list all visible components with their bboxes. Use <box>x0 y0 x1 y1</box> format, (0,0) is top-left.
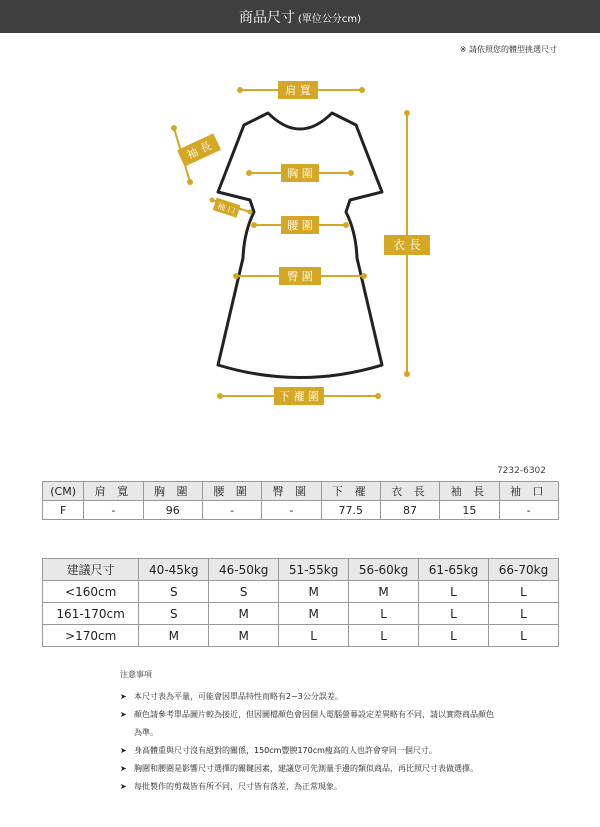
cuff-dot-right <box>248 210 253 215</box>
sleeve-length-label: 袖 長 <box>184 139 214 162</box>
note-item <box>120 706 500 742</box>
recommend-header-cell: 建議尺寸 <box>43 559 139 581</box>
size-header-cm: (CM) <box>43 482 84 501</box>
arrow-icon: ➤ <box>120 764 127 773</box>
size-header-cuff: 袖 口 <box>499 482 558 501</box>
recommend-header-cell: 51-55kg <box>279 559 349 581</box>
recommend-cell: L <box>488 625 558 647</box>
recommend-header-row <box>43 559 559 581</box>
waist-dot-right <box>343 222 349 228</box>
size-header-length: 衣 長 <box>380 482 439 501</box>
note-item <box>120 760 500 778</box>
recommend-cell: S <box>209 581 279 603</box>
size-cell: 96 <box>143 501 202 520</box>
recommend-header-cell: 61-65kg <box>419 559 489 581</box>
note-text: 胸圍和腰圍是影響尺寸選擇的關鍵因素，建議您可先測量手邊的類似商品，再比照尺寸表做選擇。 <box>134 764 478 773</box>
arrow-icon: ➤ <box>120 692 127 701</box>
recommend-cell: L <box>419 625 489 647</box>
hem-dot-left <box>217 393 223 399</box>
recommend-cell: M <box>279 581 349 603</box>
recommend-cell: S <box>139 581 209 603</box>
size-header-hip: 臀 圍 <box>262 482 321 501</box>
size-header-sleeve: 袖 長 <box>440 482 499 501</box>
note-text: 本尺寸表為平量，可能會因單品特性而略有2~3公分誤差。 <box>134 692 343 701</box>
recommend-cell: L <box>488 581 558 603</box>
recommend-cell: M <box>209 625 279 647</box>
page-header <box>0 0 600 33</box>
hip-label: 臀 圍 <box>287 270 313 283</box>
size-cell: - <box>499 501 558 520</box>
recommend-cell: L <box>349 625 419 647</box>
hip-dot-left <box>233 273 239 279</box>
recommend-row <box>43 603 559 625</box>
recommend-row <box>43 625 559 647</box>
waist-label: 腰 圍 <box>287 219 313 232</box>
size-header-shoulder: 肩 寬 <box>84 482 143 501</box>
length-dot-bottom <box>404 371 410 377</box>
page-title: 商品尺寸 <box>238 10 295 26</box>
size-cell: - <box>202 501 261 520</box>
recommend-header-cell: 40-45kg <box>139 559 209 581</box>
cuff-dot-left <box>210 198 215 203</box>
recommend-header-cell: 46-50kg <box>209 559 279 581</box>
recommend-cell: >170cm <box>43 625 139 647</box>
note-item <box>120 688 500 706</box>
recommend-cell: M <box>139 625 209 647</box>
dress-outline <box>218 113 382 378</box>
recommend-table <box>42 558 559 647</box>
recommend-cell: L <box>419 581 489 603</box>
size-header-hem: 下 襬 <box>321 482 380 501</box>
notes-section <box>120 669 500 796</box>
arrow-icon: ➤ <box>120 710 127 719</box>
chest-dot-right <box>348 170 354 176</box>
size-cell: F <box>43 501 84 520</box>
length-label: 衣 長 <box>393 238 421 252</box>
size-cell: 15 <box>440 501 499 520</box>
recommend-cell: M <box>349 581 419 603</box>
recommend-cell: L <box>279 625 349 647</box>
recommend-header-cell: 66-70kg <box>488 559 558 581</box>
shoulder-dot-left <box>237 87 243 93</box>
hip-dot-right <box>361 273 367 279</box>
product-code: 7232-6302 <box>496 466 546 476</box>
size-tip: ※ 請依照您的體型挑選尺寸 <box>459 45 557 54</box>
size-cell: 77.5 <box>321 501 380 520</box>
hem-dot-right <box>375 393 381 399</box>
sleeve-dot-bottom <box>187 179 193 185</box>
recommend-cell: L <box>419 603 489 625</box>
size-cell: 87 <box>380 501 439 520</box>
shoulder-dot-right <box>359 87 365 93</box>
note-item <box>120 742 500 760</box>
note-text: 每批製作的剪裁皆有所不同，尺寸皆有落差，為正常現象。 <box>134 782 342 791</box>
recommend-cell: L <box>349 603 419 625</box>
sleeve-dot-top <box>171 125 177 131</box>
note-text: 身高體重與尺寸沒有絕對的關係，150cm豐腴170cm瘦高的人也許會穿同一個尺寸。 <box>134 746 437 755</box>
recommend-row <box>43 581 559 603</box>
recommend-header-cell: 56-60kg <box>349 559 419 581</box>
arrow-icon: ➤ <box>120 782 127 791</box>
recommend-cell: M <box>279 603 349 625</box>
unit-label: (單位公分cm) <box>297 14 362 25</box>
size-cell: - <box>84 501 143 520</box>
chest-dot-left <box>246 170 252 176</box>
cuff-label: 袖 口 <box>216 201 237 216</box>
recommend-cell: S <box>139 603 209 625</box>
shoulder-label: 肩 寬 <box>285 84 311 97</box>
recommend-cell: 161-170cm <box>43 603 139 625</box>
size-table <box>42 481 559 520</box>
size-table-row <box>43 501 559 520</box>
recommend-cell: M <box>209 603 279 625</box>
recommend-cell: L <box>488 603 558 625</box>
note-item <box>120 778 500 796</box>
size-header-chest: 胸 圍 <box>143 482 202 501</box>
size-header-waist: 腰 圍 <box>202 482 261 501</box>
size-cell: - <box>262 501 321 520</box>
hem-label: 下 襬 圍 <box>279 390 319 403</box>
note-text: 顏色請參考單品圖片較為接近，但因圖檔顏色會因個人電腦螢幕設定差異略有不同，請以實際商品顏色為準。 <box>134 710 494 737</box>
waist-dot-left <box>251 222 257 228</box>
recommend-cell: <160cm <box>43 581 139 603</box>
size-table-header-row <box>43 482 559 501</box>
length-dot-top <box>404 110 410 116</box>
dress-diagram <box>0 70 600 420</box>
notes-title: 注意事項 <box>120 670 152 679</box>
arrow-icon: ➤ <box>120 746 127 755</box>
chest-label: 胸 圍 <box>287 167 313 180</box>
